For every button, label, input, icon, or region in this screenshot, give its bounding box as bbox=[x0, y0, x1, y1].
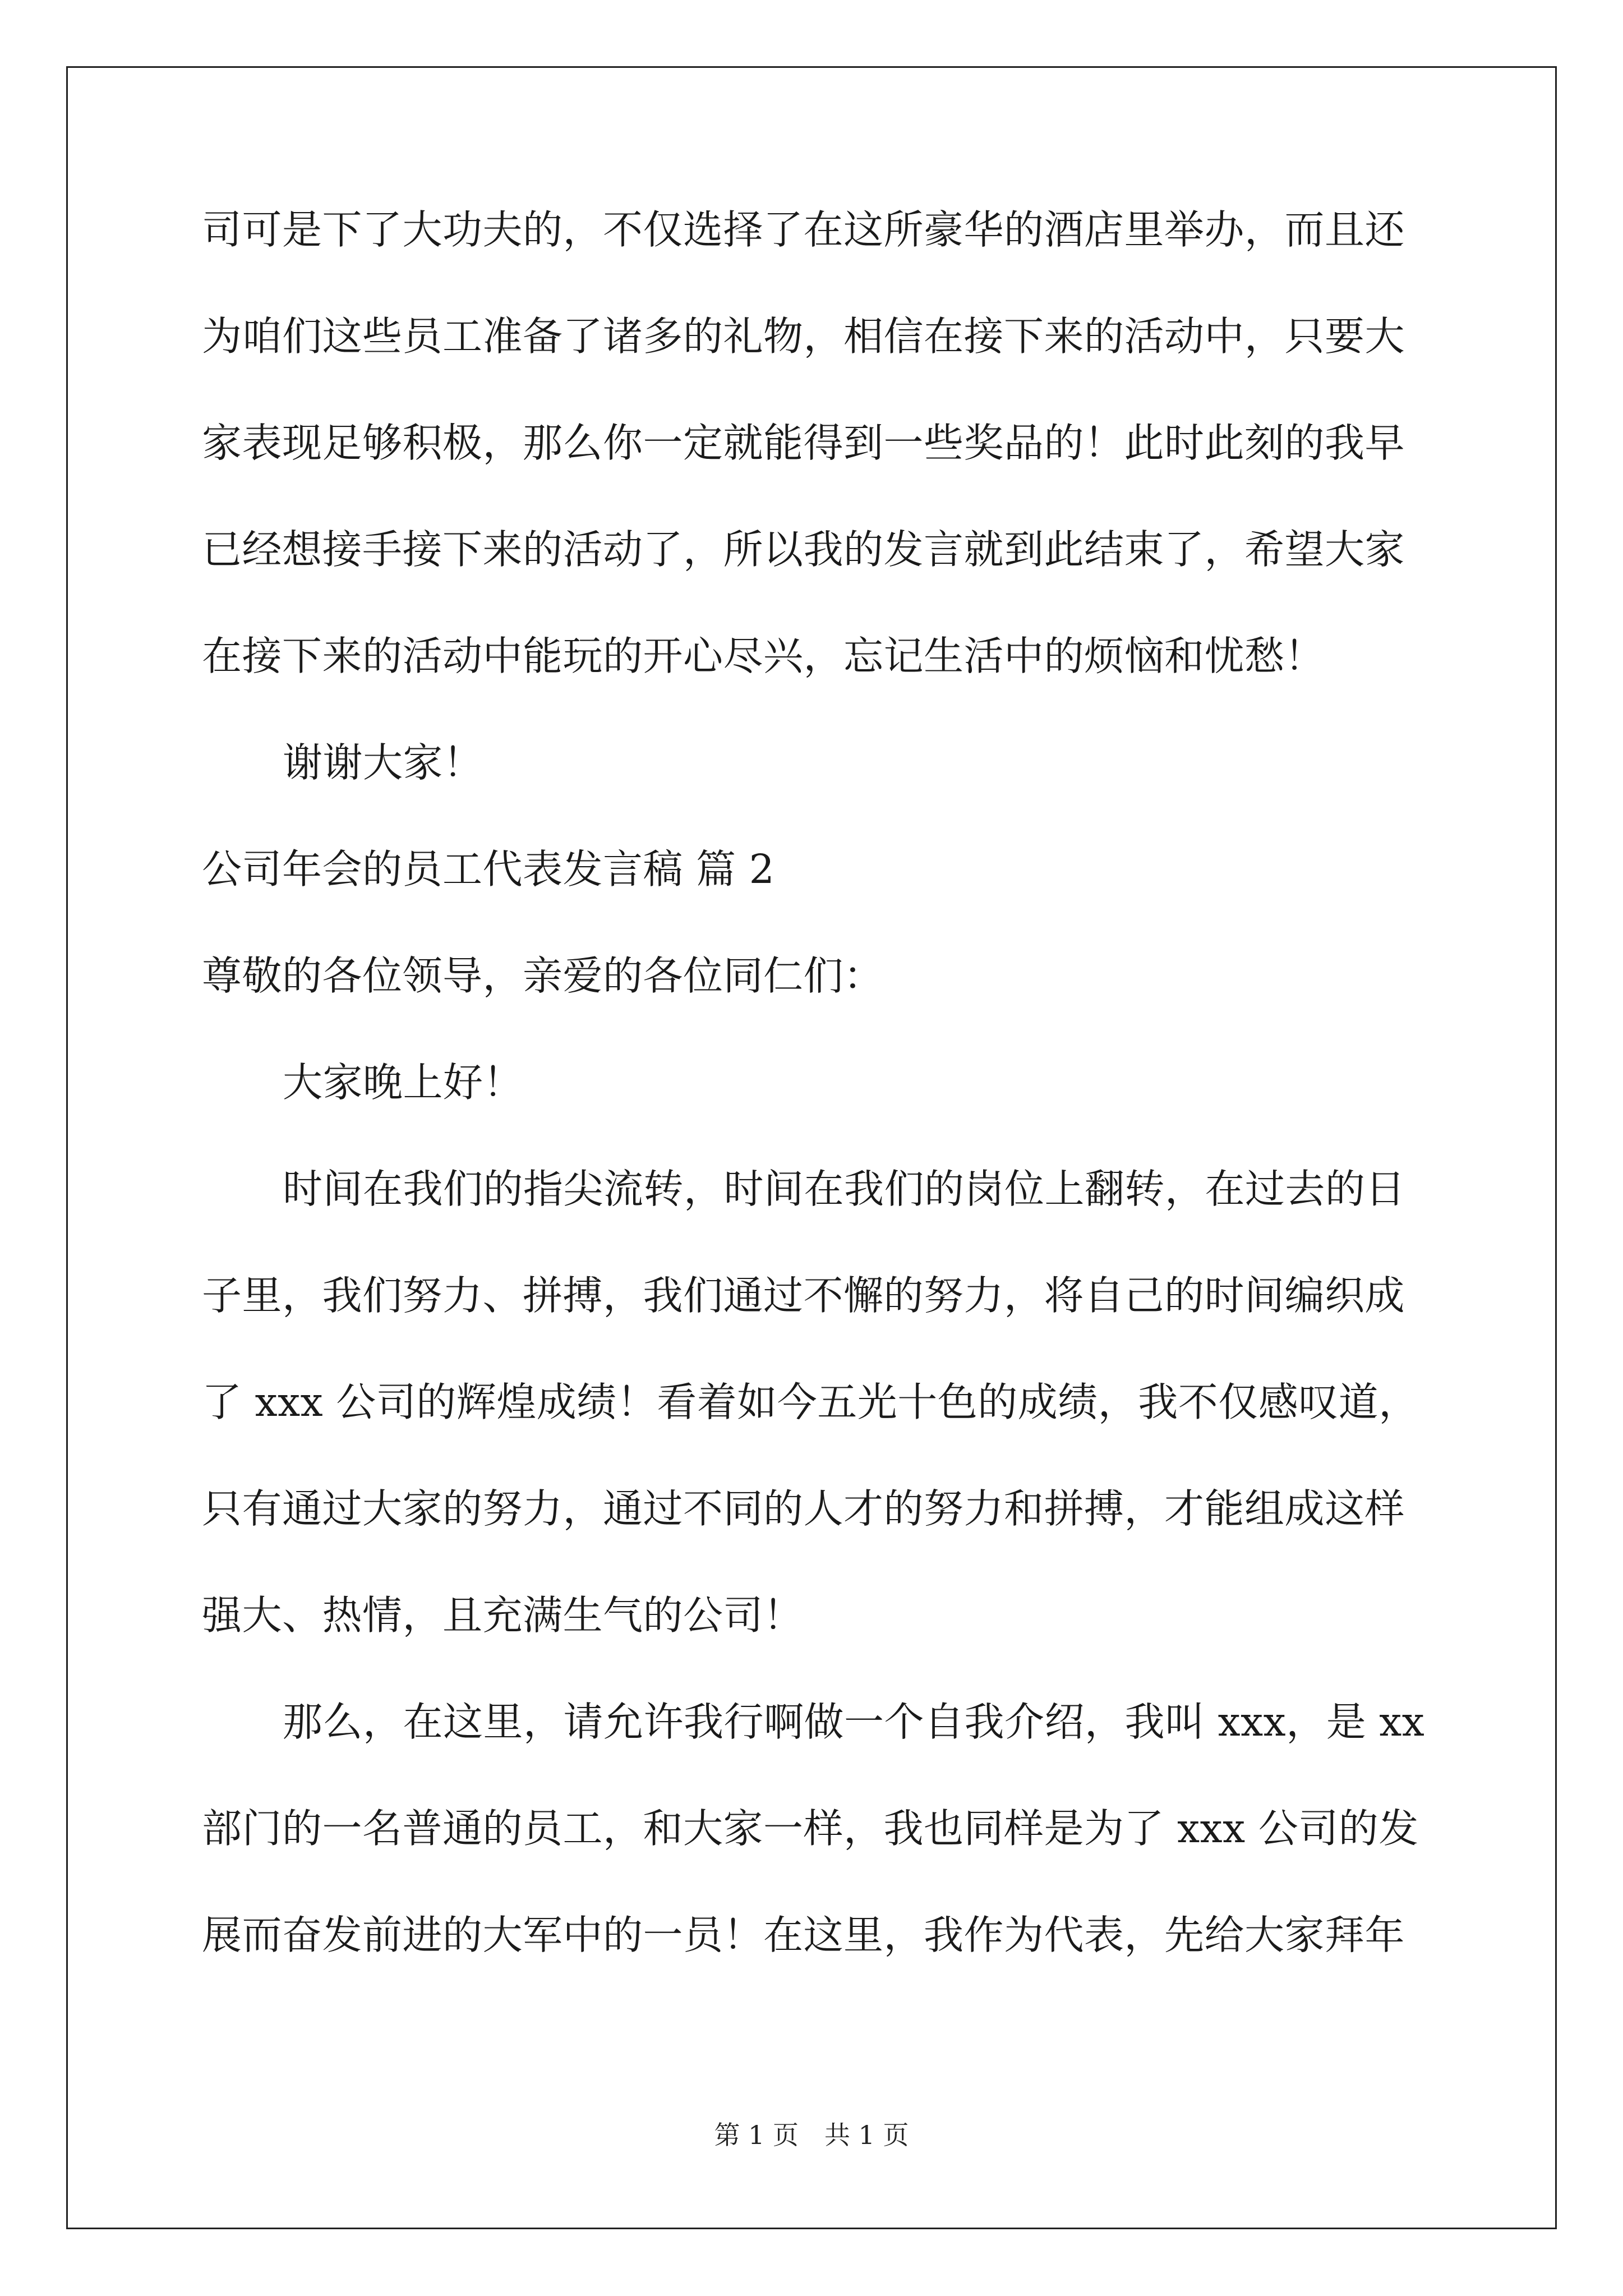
body-line: 为咱们这些员工准备了诸多的礼物，相信在接下来的活动中，只要大 bbox=[202, 313, 1405, 360]
closing-line: 谢谢大家！ bbox=[283, 739, 483, 786]
body-line: 部门的一名普通的员工，和大家一样，我也同样是为了 xxx 公司的发 bbox=[202, 1805, 1419, 1852]
body-line: 司可是下了大功夫的，不仅选择了在这所豪华的酒店里举办，而且还 bbox=[202, 206, 1405, 253]
greeting: 大家晚上好！ bbox=[283, 1059, 524, 1106]
body-line: 在接下来的活动中能玩的开心尽兴，忘记生活中的烦恼和忧愁！ bbox=[202, 633, 1325, 679]
body-line: 家表现足够积极，那么你一定就能得到一些奖品的！此时此刻的我早 bbox=[202, 420, 1405, 466]
body-line: 强大、热情，且充满生气的公司！ bbox=[202, 1592, 804, 1639]
section-heading: 公司年会的员工代表发言稿 篇 2 bbox=[202, 846, 775, 892]
body-line: 子里，我们努力、拼搏，我们通过不懈的努力，将自己的时间编织成 bbox=[202, 1272, 1405, 1319]
page-border bbox=[66, 66, 1557, 2229]
salutation: 尊敬的各位领导，亲爱的各位同仁们： bbox=[202, 953, 884, 999]
body-line: 只有通过大家的努力，通过不同的人才的努力和拼搏，才能组成这样 bbox=[202, 1485, 1405, 1532]
body-line: 了 xxx 公司的辉煌成绩！看着如今五光十色的成绩，我不仅感叹道， bbox=[202, 1379, 1419, 1425]
body-line: 那么，在这里，请允许我行啊做一个自我介绍，我叫 xxx，是 xx bbox=[283, 1699, 1425, 1745]
body-line: 展而奋发前进的大军中的一员！在这里，我作为代表，先给大家拜年 bbox=[202, 1912, 1405, 1958]
page-footer: 第 1 页 共 1 页 bbox=[714, 2120, 909, 2150]
body-line: 时间在我们的指尖流转，时间在我们的岗位上翻转，在过去的日 bbox=[283, 1166, 1406, 1212]
body-line: 已经想接手接下来的活动了，所以我的发言就到此结束了，希望大家 bbox=[202, 526, 1405, 573]
